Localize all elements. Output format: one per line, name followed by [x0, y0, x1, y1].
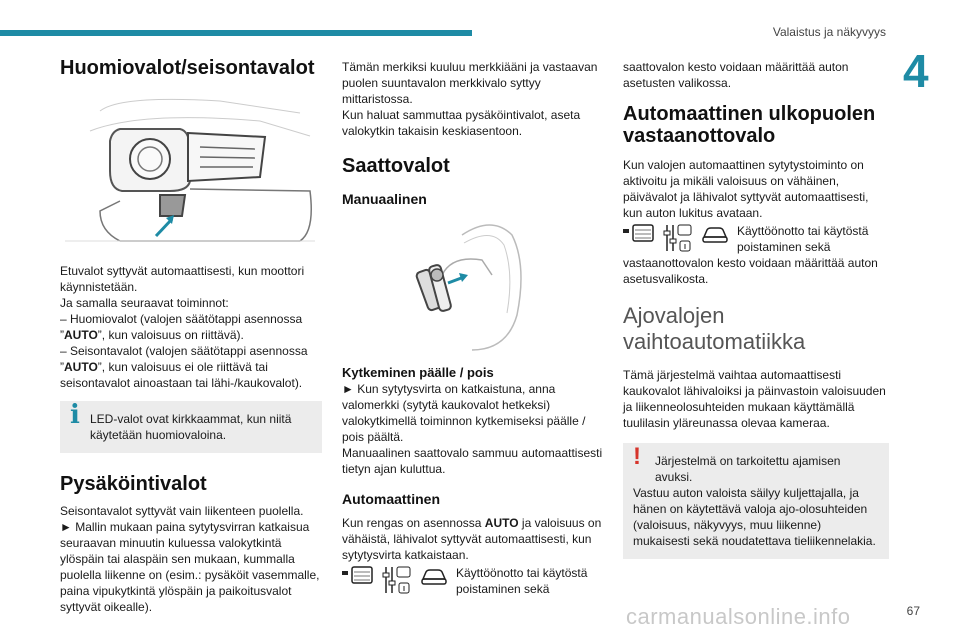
para-flash: ► Kun sytytysvirta on katkaistuna, anna valomerkki (sytytä kaukovalot hetkeksi) valokytkimellä toiminnon kytkemiseksi päälle / pois päältä.: [342, 382, 586, 444]
para-welcome-duration: vastaanottovalon kesto voidaan määrittää auton asetusvalikosta.: [623, 256, 878, 286]
info-box: i LED-valot ovat kirkkaammat, kun niitä käytetään huomiovaloina.: [60, 401, 322, 453]
page-number: 67: [906, 604, 920, 618]
info-icon: i: [70, 400, 80, 430]
heading-auto-beam: Ajovalojen vaihtoautomatiikka: [623, 303, 806, 354]
para-auto: Kun rengas on asennossa AUTO ja valoisuus on vähäistä, lähivalot syttyvät automaattisesti, kun sytytysvirta katkaistaan.: [342, 516, 602, 562]
para-functions: Ja samalla seuraavat toiminnot:: [60, 296, 229, 310]
headlamp-illustration: [60, 91, 322, 251]
heading-automatic: Automaattinen: [342, 491, 440, 507]
header-accent-bar: [0, 30, 472, 36]
para-welcome: Kun valojen automaattinen sytytystoiminto on aktivoitu ja mikäli valoisuus on vähäinen, päivävalot ja lähivalot syttyvät automaattisesti, kun auton lukitus avataan.: [623, 158, 869, 220]
para-parking-1: Seisontavalot syttyvät vain liikenteen puolella.: [60, 504, 304, 518]
chapter-number: 4: [903, 45, 929, 97]
para-switch-off: Kun haluat sammuttaa pysäköintivalot, aseta valokytkin takaisin keskiasentoon.: [342, 108, 581, 138]
menu-screen-icon: [623, 223, 655, 245]
dash-item-side: – Seisontavalot (valojen säätötappi asennossa ”AUTO”, kun valoisuus ei ole riittävä tai seisontavalot ainoastaan tai lähi-/kaukovalot).: [60, 344, 308, 390]
heading-follow-me-home: Saattovalot: [342, 155, 450, 177]
para-parking-2: ► Mallin mukaan paina sytytysvirran katkaisua seuraavan minuutin kuluessa valokytkintä ylöspäin tai alaspäin sen mukaan, kummalla puolella liikenne on (esim.: pysäköit vasemmalle, paina vipukytkintä ylöspäin ja paikoitusvalot syttyvät oikealle).: [60, 520, 320, 614]
vehicle-icon: [420, 565, 448, 587]
warning-box: ! Järjestelmä on tarkoitettu ajamisen avuksi. Vastuu auton valoista säilyy kuljettajalla, ja hänen on käytettävä valoja ajo-olosuhteiden (valoisuus, näkyvyys, muu liikenne) mukaisesti sekä noudatettava tieliikennelakia.: [623, 443, 889, 559]
settings-icons-row-2: [623, 223, 889, 255]
para-auto-beam: Tämä järjestelmä vaihtaa automaattisesti kaukovalot lähivaloiksi ja päinvastoin valoisuuden ja liikenneolosuhteiden mukaan käyttämällä tuulilasin yläreunassa olevaa kameraa.: [623, 368, 886, 430]
vehicle-icon: [701, 223, 729, 245]
settings-text: Käyttöönotto tai käytöstä poistaminen sekä: [456, 566, 588, 596]
settings-icons-row: [342, 565, 608, 597]
heading-parking-lights: Pysäköintivalot: [60, 473, 207, 495]
subheading-switch-on-off: Kytkeminen päälle / pois: [342, 365, 494, 380]
car-settings-icon: [382, 565, 412, 595]
para-manual-off: Manuaalinen saattovalo sammuu automaattisesti tietyn ajan kuluttua.: [342, 446, 603, 476]
steering-column-illustration: [342, 215, 608, 355]
settings-text: Käyttöönotto tai käytöstä poistaminen sekä: [737, 224, 869, 254]
watermark: carmanualsonline.info: [626, 604, 851, 629]
para-signal: Tämän merkiksi kuuluu merkkiääni ja vastaavan puolen suuntavalon merkkivalo syttyy mittaristossa.: [342, 60, 598, 106]
column-3: [623, 55, 889, 559]
warning-icon: !: [633, 443, 641, 470]
menu-screen-icon: [342, 565, 374, 587]
heading-daytime-lights: Huomiovalot/seisontavalot: [60, 57, 315, 79]
heading-welcome-lighting: Automaattinen ulkopuolen vastaanottovalo: [623, 103, 876, 147]
para-follow-duration: saattovalon kesto voidaan määrittää auton asetusten valikossa.: [623, 60, 849, 90]
column-1: [60, 55, 322, 615]
dash-item-daytime: – Huomiovalot (valojen säätötappi asennossa ”AUTO”, kun valoisuus on riittävä).: [60, 312, 303, 342]
section-title: Valaistus ja näkyvyys: [772, 25, 886, 39]
para-lights-on: Etuvalot syttyvät automaattisesti, kun moottori käynnistetään.: [60, 264, 305, 294]
heading-manual: Manuaalinen: [342, 191, 427, 207]
column-2: [342, 55, 608, 597]
car-settings-icon: [663, 223, 693, 253]
